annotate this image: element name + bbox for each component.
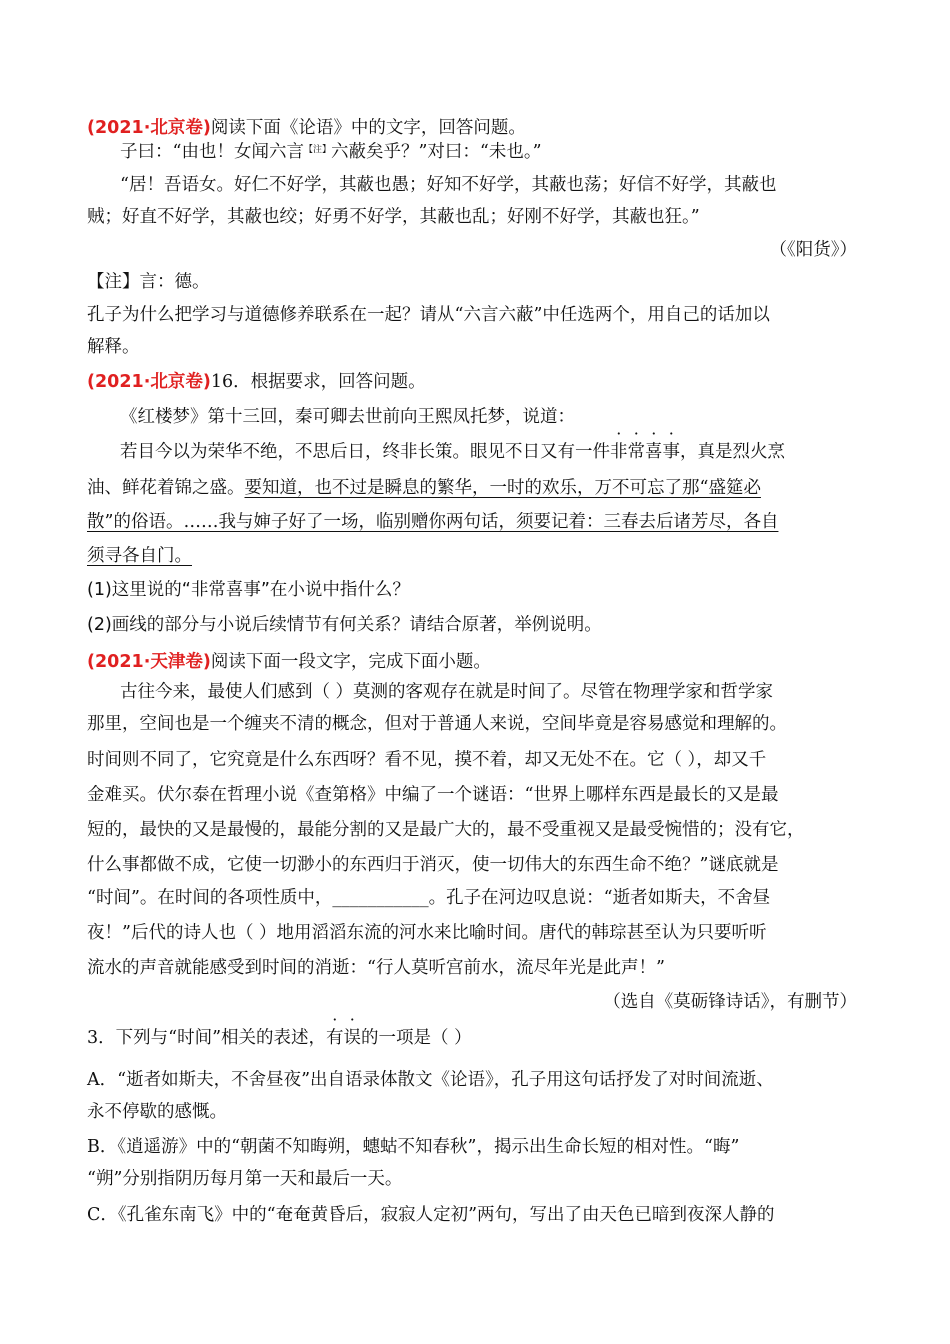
q2-source-tag: (2021·北京卷) <box>87 372 211 392</box>
q3-passage-line-2: 那里，空间也是一个缠夹不清的概念，但对于普通人来说，空间毕竟是容易感觉和理解的。 <box>87 714 787 734</box>
q3-passage-line-7: “时间”。在时间的各项性质中，___________。孔子在河边叹息说：“逝者如斯夫，不舍昼 <box>87 888 771 908</box>
q2-underlined-text-3: 须寻各自门。 <box>87 546 192 566</box>
q3-stem-a: 3．下列与“时间”相关的表述， <box>87 1028 327 1048</box>
emphasis-dot-char: 常 <box>627 442 645 462</box>
q2-subquestion-1: (1)这里说的“非常喜事”在小说中指什么？ <box>87 580 410 600</box>
q3-source-tag: (2021·天津卷) <box>87 652 211 672</box>
emphasis-dot-char: 误 <box>343 1028 362 1048</box>
q1-question-line-1: 孔子为什么把学习与道德修养联系在一起？请从“六言六蔽”中任选两个，用自己的话加以 <box>87 305 770 325</box>
q3-passage-line-8: 夜！”后代的诗人也（ ）地用滔滔东流的河水来比喻时间。唐代的韩琮甚至认为只要听听 <box>87 923 767 943</box>
q3-passage-line-9: 流水的声音就能感受到时间的消逝：“行人莫听宫前水，流尽年光是此声！” <box>87 958 665 978</box>
q2-passage-line-3 <box>87 476 761 500</box>
q3-passage-line-3: 时间则不同了，它究竟是什么东西呀？看不见，摸不着，却又无处不在。它（ ），却又千 <box>87 750 767 770</box>
q3-intro: 阅读下面一段文字，完成下面小题。 <box>210 652 491 672</box>
q1-heading <box>87 116 526 140</box>
emphasis-dot-char: 事 <box>662 442 680 462</box>
q1-note-mark: 【注】 <box>303 145 331 155</box>
q3-option-b-line-2: “朔”分别指阴历每月第一天和最后一天。 <box>87 1169 403 1189</box>
q2-l3a: 油、鲜花着锦之盛。 <box>87 478 245 498</box>
q2-emphasized-text <box>610 442 680 462</box>
q1-passage-source: （《阳货》） <box>769 240 857 260</box>
q2-intro: 16．根据要求，回答问题。 <box>210 372 426 392</box>
q3-stem-b: 的一项是（ ） <box>361 1028 472 1048</box>
q3-passage-line-1: 古往今来，最使人们感到（ ）莫测的客观存在就是时间了。尽管在物理学家和哲学家 <box>120 682 774 702</box>
q2-l2b: ，真是烈火烹 <box>680 442 785 462</box>
emphasis-dot-char: 非 <box>610 442 628 462</box>
q1-intro: 阅读下面《论语》中的文字，回答问题。 <box>210 118 526 138</box>
emphasis-dot-char: 喜 <box>645 442 663 462</box>
q2-l2a: 若目今以为荣华不绝，不思后日，终非长策。眼见不日又有一件 <box>120 442 610 462</box>
q3-option-a-line-1: A．“逝者如斯夫，不舍昼夜”出自语录体散文《论语》，孔子用这句话抒发了对时间流逝、 <box>87 1070 774 1090</box>
q2-underlined-text-1: 要知道，也不过是瞬息的繁华，一时的欢乐，万不可忘了那“盛筵必 <box>244 478 761 498</box>
q3-option-b-line-1: B．《逍遥游》中的“朝菌不知晦朔，蟪蛄不知春秋”，揭示出生命长短的相对性。“晦” <box>87 1137 740 1157</box>
q1-passage-line-3: 贼；好直不好学，其蔽也绞；好勇不好学，其蔽也乱；好刚不好学，其蔽也狂。” <box>87 207 700 227</box>
q3-passage-line-5: 短的，最快的又是最慢的，最能分割的又是最广大的，最不受重视又是最受惋惜的；没有它， <box>87 820 805 840</box>
q2-heading <box>87 370 426 394</box>
emphasis-dot-char: 有 <box>326 1028 344 1048</box>
q1-note: 【注】言：德。 <box>87 272 210 292</box>
q2-passage-line-2 <box>120 440 785 464</box>
q1-l1b: 六蔽矣乎？”对曰：“未也。” <box>330 142 542 162</box>
q3-question-stem <box>87 1026 472 1050</box>
q3-passage-line-4: 金难买。伏尔泰在哲理小说《查第格》中编了一个谜语：“世界上哪样东西是最长的又是最 <box>87 785 779 805</box>
q3-heading <box>87 650 491 674</box>
q1-l1a: 子曰：“由也！女闻六言 <box>120 142 304 162</box>
q1-source-tag: (2021·北京卷) <box>87 118 211 138</box>
q3-option-c-line-1: C．《孔雀东南飞》中的“奄奄黄昏后，寂寂人定初”两句，写出了由天色已暗到夜深人静的 <box>87 1205 775 1225</box>
q3-emphasized-text <box>326 1028 361 1048</box>
q2-subquestion-2: (2)画线的部分与小说后续情节有何关系？请结合原著，举例说明。 <box>87 615 602 635</box>
q2-passage-line-1: 《红楼梦》第十三回，秦可卿去世前向王熙凤托梦，说道： <box>120 407 575 427</box>
q3-passage-source: （选自《莫砺锋诗话》，有删节） <box>603 992 857 1012</box>
q1-question-line-2: 解释。 <box>87 337 140 357</box>
q3-passage-line-6: 什么事都做不成，它使一切渺小的东西归于消灭，使一切伟大的东西生命不绝？”谜底就是 <box>87 855 779 875</box>
q3-option-a-line-2: 永不停歇的感慨。 <box>87 1102 227 1122</box>
q1-passage-line-2: “居！吾语女。好仁不好学，其蔽也愚；好知不好学，其蔽也荡；好信不好学，其蔽也 <box>120 175 777 195</box>
q1-passage-line-1 <box>120 140 542 164</box>
q2-underlined-text-2: 散”的俗语。……我与婶子好了一场，临别赠你两句话，须要记着：三春去后诸芳尽，各自 <box>87 512 779 532</box>
